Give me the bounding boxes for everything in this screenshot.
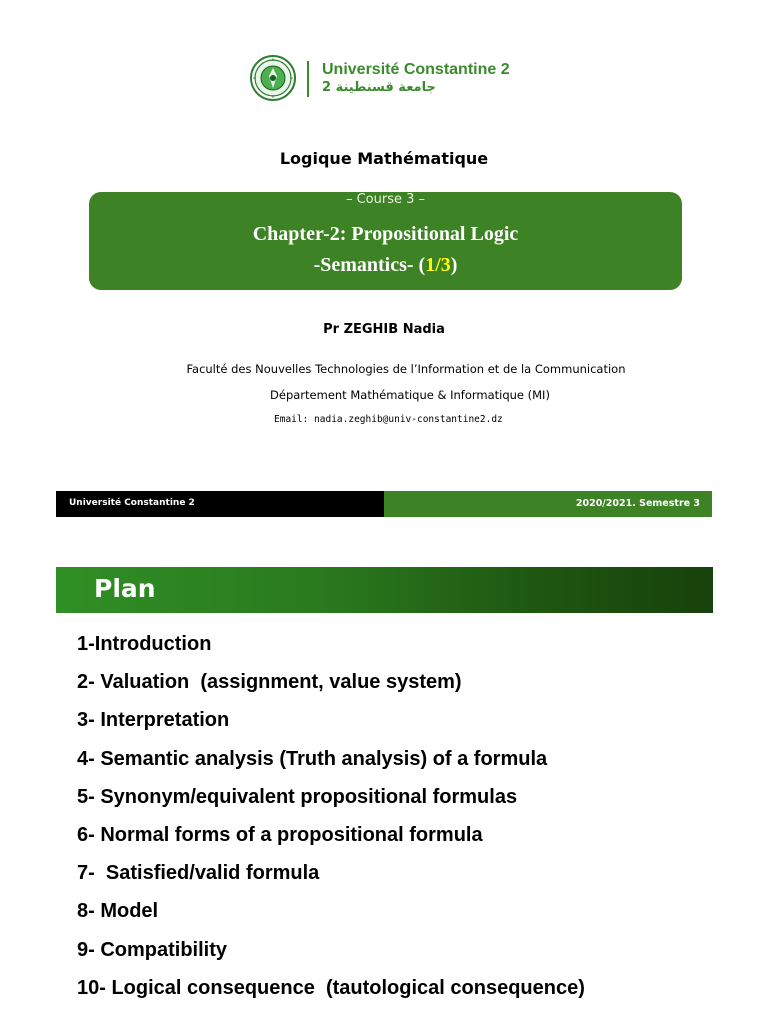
plan-item: 10- Logical consequence (tautological consequence) xyxy=(77,976,585,999)
subtitle-fraction: 1/3 xyxy=(425,254,451,276)
university-seal-icon xyxy=(250,55,296,101)
plan-item: 4- Semantic analysis (Truth analysis) of a formula xyxy=(77,747,548,770)
plan-header xyxy=(56,567,713,613)
subtitle-prefix: -Semantics- ( xyxy=(313,254,426,276)
chapter-banner xyxy=(89,192,682,290)
footer-semester-label: 2020/2021. Semestre 3 xyxy=(575,498,700,509)
logo-divider xyxy=(307,61,309,97)
author-name: Pr ZEGHIB Nadia xyxy=(323,322,445,337)
chapter-subtitle xyxy=(89,254,682,277)
footer-university-label: Université Constantine 2 xyxy=(69,498,195,508)
plan-list xyxy=(77,630,585,1012)
plan-title: Plan xyxy=(94,574,156,603)
plan-item: 9- Compatibility xyxy=(77,938,228,961)
faculty-name: Faculté des Nouvelles Technologies de l’Information et de la Communication xyxy=(186,362,626,376)
course-number: – Course 3 – xyxy=(345,192,426,207)
plan-item: 3- Interpretation xyxy=(77,709,230,732)
university-logo xyxy=(250,55,530,105)
plan-item: 5- Synonym/equivalent propositional formulas xyxy=(77,785,518,808)
author-email: Email: nadia.zeghib@univ-constantine2.dz xyxy=(274,414,503,425)
footer-university xyxy=(56,491,384,517)
subtitle-suffix: ) xyxy=(450,254,458,276)
plan-item: 8- Model xyxy=(77,900,159,923)
plan-item: 1-Introduction xyxy=(77,633,212,655)
university-name: Université Constantine 2 xyxy=(322,61,510,78)
plan-item: 6- Normal forms of a propositional formula xyxy=(77,823,483,846)
course-title: Logique Mathématique xyxy=(279,149,489,168)
footer-semester xyxy=(384,491,712,517)
university-name-arabic: جامعة قسنطينة 2 xyxy=(322,80,436,95)
chapter-title: Chapter-2: Propositional Logic xyxy=(252,223,519,245)
plan-item: 7- Satisfied/valid formula xyxy=(77,862,320,885)
department-name: Département Mathématique & Informatique (MI) xyxy=(270,388,550,402)
plan-item: 2- Valuation (assignment, value system) xyxy=(77,671,462,694)
